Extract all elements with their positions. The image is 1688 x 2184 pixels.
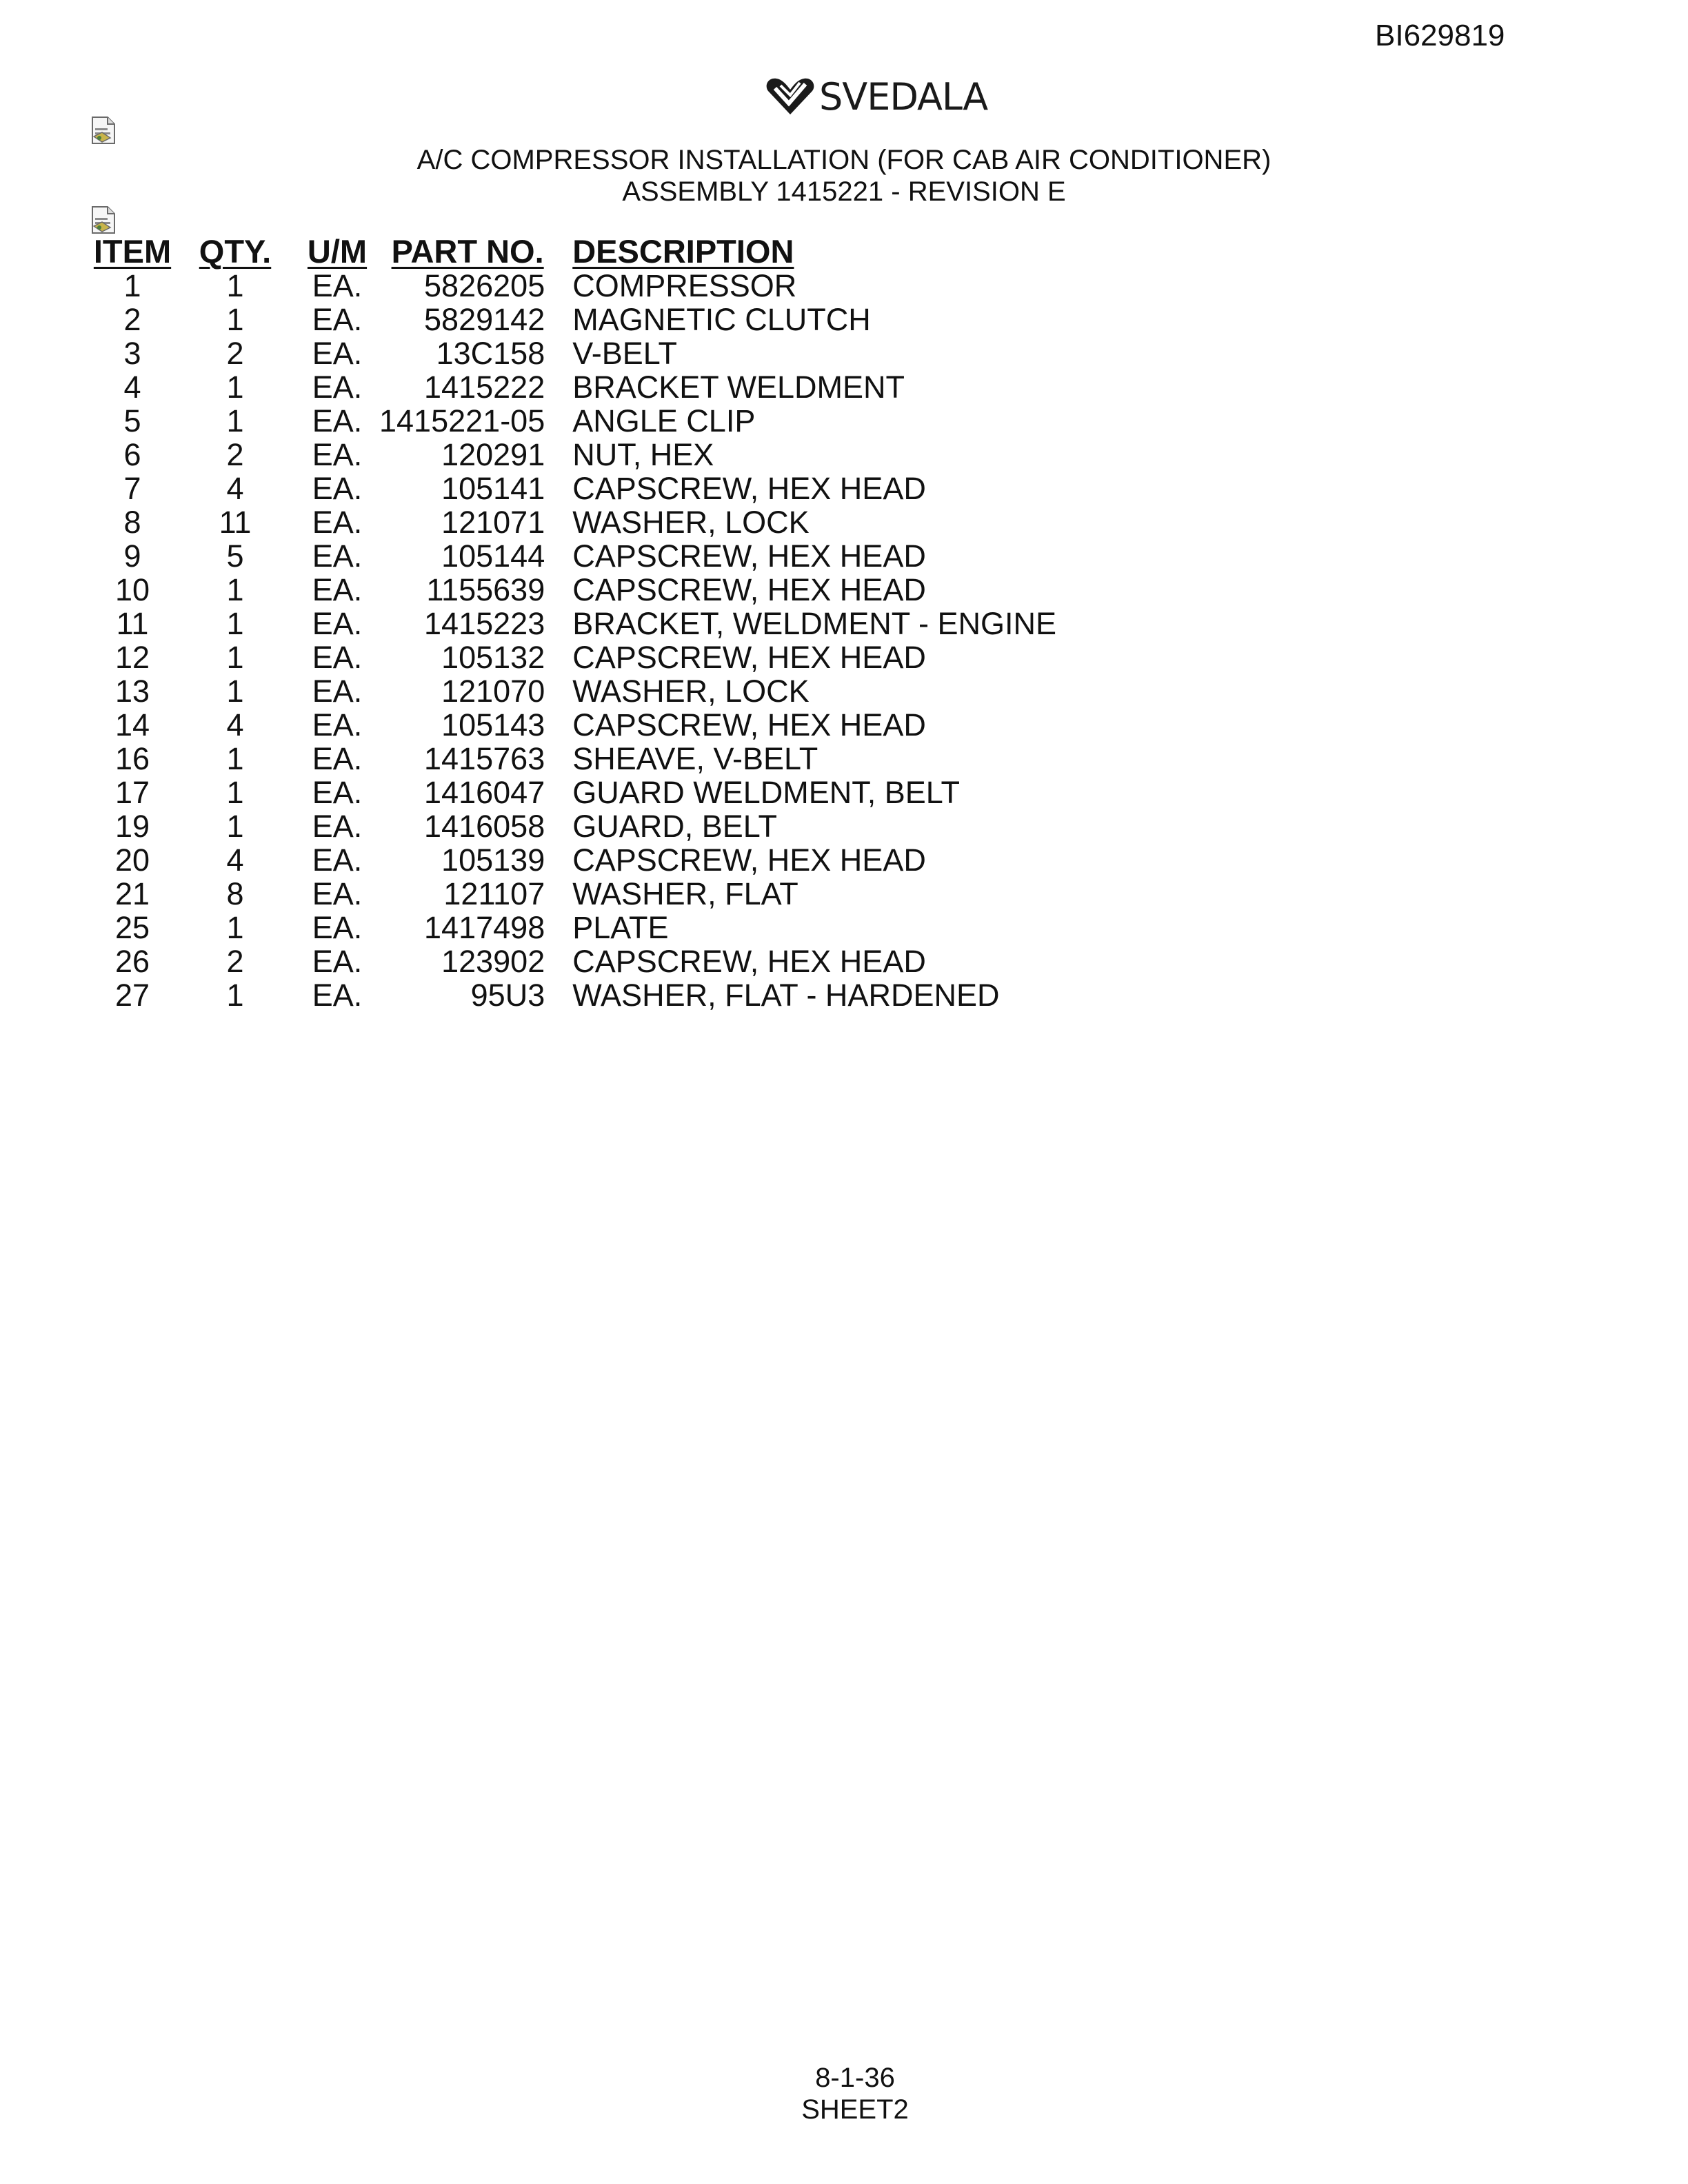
cell-part-no: 1415763: [424, 741, 545, 776]
cell-item: 8: [123, 505, 141, 540]
cell-qty: 1: [226, 268, 244, 303]
table-row: [90, 776, 1056, 809]
cell-qty: 1: [226, 403, 244, 438]
cell-description: CAPSCREW, HEX HEAD: [572, 944, 926, 979]
header-item: ITEM: [93, 232, 172, 270]
cell-item: 19: [114, 809, 150, 844]
cell-item: 9: [123, 538, 141, 574]
cell-um: EA.: [312, 842, 363, 878]
cell-part-no: 105139: [441, 842, 545, 878]
cell-qty: 1: [226, 674, 244, 709]
cell-part-no: 1415223: [424, 606, 545, 641]
cell-part-no: 120291: [441, 437, 545, 472]
cell-um: EA.: [312, 640, 363, 675]
cell-um: EA.: [312, 437, 363, 472]
table-row: [90, 708, 1056, 742]
cell-part-no: 105144: [441, 538, 545, 574]
cell-um: EA.: [312, 944, 363, 979]
cell-item: 14: [114, 707, 150, 742]
cell-description: CAPSCREW, HEX HEAD: [572, 842, 926, 878]
cell-um: EA.: [312, 674, 363, 709]
cell-qty: 4: [226, 471, 244, 506]
cell-item: 4: [123, 370, 141, 405]
sheet-label: SHEET2: [801, 2094, 909, 2125]
assembly-revision: ASSEMBLY 1415221 - REVISION E: [622, 176, 1066, 207]
cell-um: EA.: [312, 538, 363, 574]
cell-item: 26: [114, 944, 150, 979]
cell-item: 6: [123, 437, 141, 472]
table-row: [90, 472, 1056, 505]
table-row: [90, 303, 1056, 336]
cell-item: 27: [114, 978, 150, 1013]
table-row: [90, 911, 1056, 944]
table-row: [90, 505, 1056, 539]
cell-description: WASHER, LOCK: [572, 505, 810, 540]
cell-um: EA.: [312, 370, 363, 405]
cell-description: COMPRESSOR: [572, 268, 797, 303]
cell-um: EA.: [312, 707, 363, 742]
cell-part-no: 105141: [441, 471, 545, 506]
parts-list-table: [90, 233, 1056, 1012]
cell-part-no: 1417498: [424, 910, 545, 945]
cell-um: EA.: [312, 606, 363, 641]
table-row: [90, 640, 1056, 674]
table-row: [90, 809, 1056, 843]
cell-description: NUT, HEX: [572, 437, 714, 472]
cell-qty: 1: [226, 775, 244, 810]
embedded-file-icon[interactable]: [90, 116, 117, 145]
cell-qty: 5: [226, 538, 244, 574]
cell-qty: 1: [226, 370, 244, 405]
header-um: U/M: [307, 232, 368, 270]
cell-item: 1: [123, 268, 141, 303]
embedded-file-icon[interactable]: [90, 205, 117, 234]
cell-um: EA.: [312, 572, 363, 607]
cell-part-no: 105132: [441, 640, 545, 675]
cell-item: 10: [114, 572, 150, 607]
cell-qty: 1: [226, 640, 244, 675]
table-row: [90, 944, 1056, 978]
cell-qty: 1: [226, 606, 244, 641]
table-row: [90, 269, 1056, 303]
cell-qty: 1: [226, 978, 244, 1013]
cell-part-no: 105143: [441, 707, 545, 742]
table-row: [90, 539, 1056, 573]
cell-um: EA.: [312, 741, 363, 776]
cell-item: 21: [114, 876, 150, 911]
cell-item: 25: [114, 910, 150, 945]
cell-description: CAPSCREW, HEX HEAD: [572, 471, 926, 506]
cell-description: CAPSCREW, HEX HEAD: [572, 640, 926, 675]
parts-list-body: [90, 269, 1056, 1012]
page-reference: 8-1-36: [815, 2063, 895, 2093]
cell-qty: 1: [226, 910, 244, 945]
table-row: [90, 674, 1056, 708]
cell-description: PLATE: [572, 910, 669, 945]
table-row: [90, 978, 1056, 1012]
cell-item: 20: [114, 842, 150, 878]
header-description: DESCRIPTION: [572, 232, 794, 270]
document-id: BI629819: [1375, 19, 1505, 52]
cell-um: EA.: [312, 403, 363, 438]
cell-um: EA.: [312, 910, 363, 945]
cell-item: 17: [114, 775, 150, 810]
cell-description: WASHER, FLAT - HARDENED: [572, 978, 1000, 1013]
cell-qty: 4: [226, 707, 244, 742]
cell-qty: 1: [226, 572, 244, 607]
table-row: [90, 607, 1056, 640]
cell-qty: 2: [226, 336, 244, 371]
header-part-no: PART NO.: [391, 232, 544, 270]
table-row: [90, 438, 1056, 472]
cell-qty: 8: [226, 876, 244, 911]
brand-name: SVEDALA: [819, 74, 988, 119]
table-row: [90, 370, 1056, 404]
cell-part-no: 1415221-05: [379, 403, 545, 438]
cell-um: EA.: [312, 302, 363, 337]
cell-description: WASHER, LOCK: [572, 674, 810, 709]
cell-item: 16: [114, 741, 150, 776]
cell-description: MAGNETIC CLUTCH: [572, 302, 871, 337]
cell-part-no: 121070: [441, 674, 545, 709]
table-row: [90, 336, 1056, 370]
table-row: [90, 742, 1056, 776]
cell-qty: 4: [226, 842, 244, 878]
cell-description: CAPSCREW, HEX HEAD: [572, 538, 926, 574]
cell-part-no: 5826205: [424, 268, 545, 303]
table-row: [90, 404, 1056, 438]
cell-description: BRACKET WELDMENT: [572, 370, 905, 405]
cell-part-no: 1415222: [424, 370, 545, 405]
cell-part-no: 13C158: [436, 336, 545, 371]
cell-part-no: 1155639: [426, 572, 545, 607]
cell-description: CAPSCREW, HEX HEAD: [572, 572, 926, 607]
cell-um: EA.: [312, 471, 363, 506]
cell-qty: 11: [219, 505, 252, 540]
cell-part-no: 95U3: [470, 978, 545, 1013]
svedala-heart-icon: [765, 77, 815, 116]
table-row: [90, 843, 1056, 877]
table-row: [90, 877, 1056, 911]
table-header-row: [90, 233, 1056, 269]
cell-item: 13: [114, 674, 150, 709]
document-title: A/C COMPRESSOR INSTALLATION (FOR CAB AIR CONDITIONER): [416, 145, 1272, 175]
header-qty: QTY.: [199, 232, 272, 270]
cell-part-no: 123902: [441, 944, 545, 979]
cell-qty: 2: [226, 437, 244, 472]
cell-item: 11: [116, 606, 149, 641]
cell-item: 5: [123, 403, 141, 438]
cell-description: BRACKET, WELDMENT - ENGINE: [572, 606, 1056, 641]
cell-part-no: 121071: [441, 505, 545, 540]
cell-qty: 1: [226, 741, 244, 776]
cell-item: 7: [123, 471, 141, 506]
cell-description: ANGLE CLIP: [572, 403, 756, 438]
cell-um: EA.: [312, 809, 363, 844]
cell-item: 12: [114, 640, 150, 675]
cell-um: EA.: [312, 268, 363, 303]
cell-item: 2: [123, 302, 141, 337]
cell-item: 3: [123, 336, 141, 371]
cell-description: WASHER, FLAT: [572, 876, 798, 911]
table-row: [90, 573, 1056, 607]
cell-um: EA.: [312, 978, 363, 1013]
cell-description: V-BELT: [572, 336, 677, 371]
cell-description: GUARD WELDMENT, BELT: [572, 775, 960, 810]
cell-qty: 1: [226, 302, 244, 337]
cell-um: EA.: [312, 336, 363, 371]
cell-um: EA.: [312, 876, 363, 911]
cell-description: CAPSCREW, HEX HEAD: [572, 707, 926, 742]
cell-qty: 1: [226, 809, 244, 844]
brand-logo: [765, 74, 987, 119]
cell-part-no: 1416047: [424, 775, 545, 810]
cell-um: EA.: [312, 775, 363, 810]
cell-part-no: 5829142: [424, 302, 545, 337]
cell-um: EA.: [312, 505, 363, 540]
cell-part-no: 1416058: [424, 809, 545, 844]
cell-qty: 2: [226, 944, 244, 979]
cell-part-no: 121107: [443, 876, 545, 911]
cell-description: SHEAVE, V-BELT: [572, 741, 818, 776]
cell-description: GUARD, BELT: [572, 809, 777, 844]
